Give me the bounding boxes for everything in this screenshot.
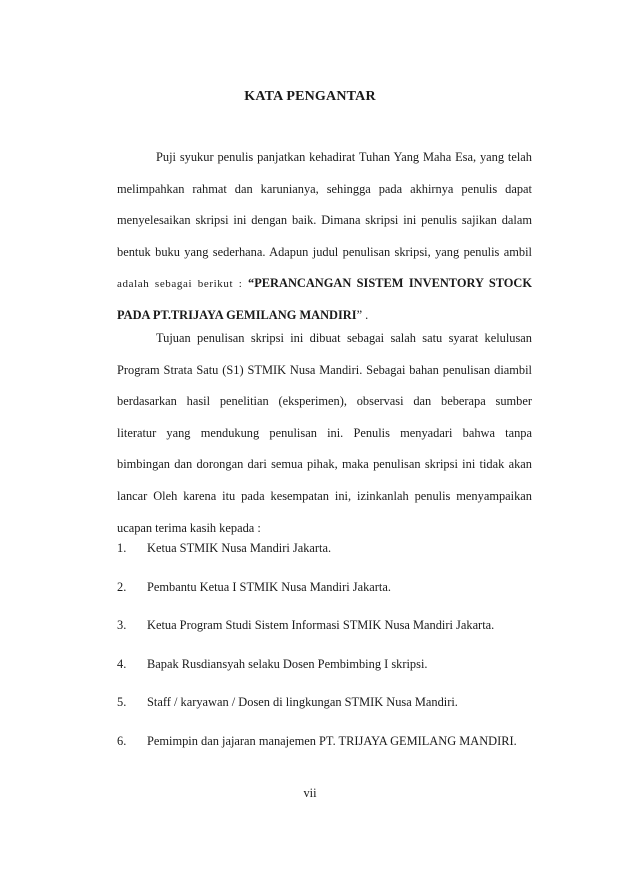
list-number: 3. [117, 618, 127, 633]
list-item [117, 536, 537, 575]
list-text: Staff / karyawan / Dosen di lingkungan STMIK Nusa Mandiri. [147, 695, 458, 710]
list-text: Ketua STMIK Nusa Mandiri Jakarta. [147, 541, 332, 555]
paragraph-line: Program Strata Satu (S1) STMIK Nusa Mandiri. Sebagai bahan penulisan diambil [117, 362, 532, 377]
paragraph-purpose [117, 323, 532, 544]
thesis-title-part2: PADA PT.TRIJAYA GEMILANG MANDIRI [117, 307, 357, 322]
list-number: 4. [117, 656, 127, 671]
list-item [117, 729, 537, 768]
list-item [117, 690, 537, 729]
list-item [117, 652, 537, 691]
acknowledgement-list [117, 536, 537, 768]
paragraph-line: lancar Oleh karena itu pada kesempatan ini, izinkanlah penulis menyampaikan [117, 488, 532, 503]
paragraph-line: melimpahkan rahmat dan karunianya, sehingga pada akhirnya penulis dapat [117, 181, 532, 196]
thesis-title-part1: “PERANCANGAN SISTEM INVENTORY STOCK [248, 276, 533, 291]
paragraph-line: bentuk buku yang sederhana. Adapun judul penulisan skripsi, yang penulis ambil [117, 244, 532, 259]
paragraph-line: Tujuan penulisan skripsi ini dibuat sebagai salah satu syarat kelulusan [156, 331, 532, 345]
paragraph-line: bimbingan dan dorongan dari semua pihak, maka penulisan skripsi ini tidak akan [117, 457, 532, 472]
paragraph-line: menyelesaikan skripsi ini dengan baik. Dimana skripsi ini penulis sajikan dalam [117, 213, 532, 228]
list-number: 2. [117, 579, 127, 594]
paragraph-line [117, 268, 532, 300]
paragraph-line: Puji syukur penulis panjatkan kehadirat Tuhan Yang Maha Esa, yang telah [156, 150, 532, 164]
title-prefix-text: adalah sebagai berikut : [117, 278, 249, 291]
list-text: Pemimpin dan jajaran manajemen PT. TRIJAYA GEMILANG MANDIRI. [147, 733, 517, 748]
list-number: 1. [117, 541, 127, 555]
title-suffix-text: ” . [356, 307, 369, 322]
list-text: Bapak Rusdiansyah selaku Dosen Pembimbing I skripsi. [147, 656, 428, 671]
page-title: KATA PENGANTAR [244, 89, 376, 104]
paragraph-line: ucapan terima kasih kepada : [117, 520, 261, 535]
paragraph-intro [117, 142, 532, 332]
page-number: vii [303, 786, 317, 800]
list-number: 5. [117, 695, 127, 710]
list-item [117, 575, 537, 614]
list-text: Pembantu Ketua I STMIK Nusa Mandiri Jakarta. [147, 579, 391, 594]
paragraph-line: berdasarkan hasil penelitian (eksperimen), observasi dan beberapa sumber [117, 394, 532, 409]
paragraph-line: literatur yang mendukung penulisan ini. Penulis menyadari bahwa tanpa [117, 425, 532, 440]
list-number: 6. [117, 733, 127, 748]
list-item [117, 613, 537, 652]
list-text: Ketua Program Studi Sistem Informasi STMIK Nusa Mandiri Jakarta. [147, 618, 495, 633]
